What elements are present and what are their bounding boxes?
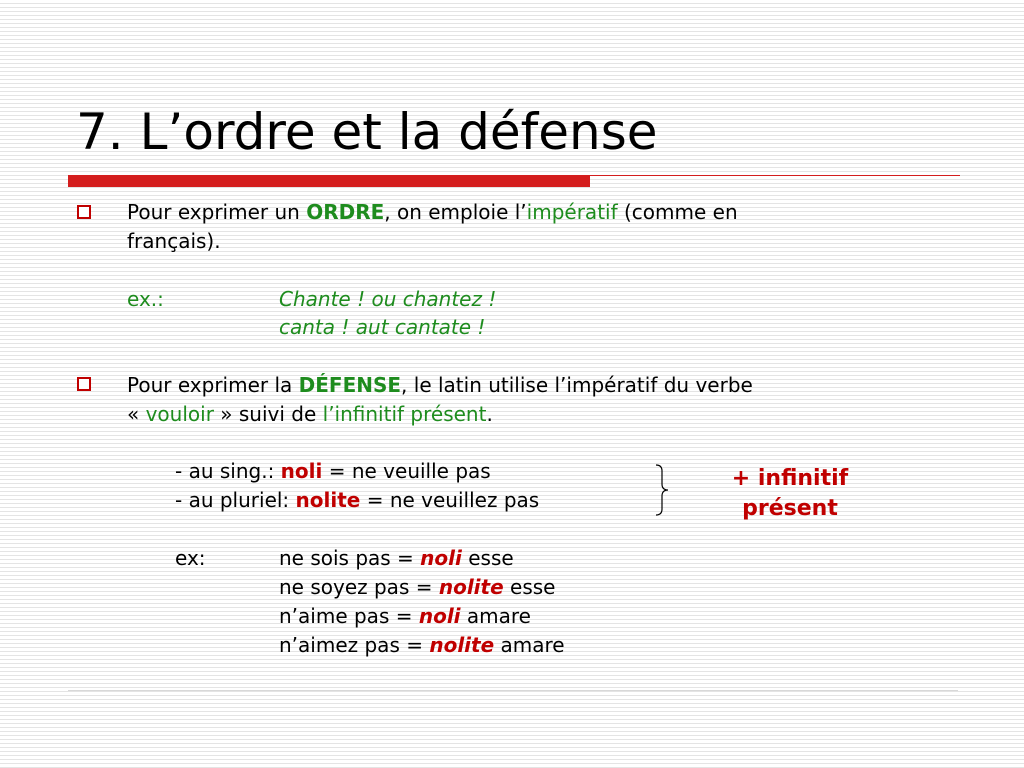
example-infinitive: esse [461, 546, 514, 570]
example-latin: canta ! aut cantate ! [279, 315, 486, 339]
example-label: ex.: [127, 287, 164, 311]
bullet2-text: . [486, 402, 493, 426]
plural-label: - au pluriel: [175, 488, 296, 512]
bullet1-text: (comme en [617, 200, 738, 224]
example-french: ne soyez pas = [279, 575, 439, 599]
keyword-vouloir: vouloir [145, 402, 214, 426]
side-note-line2: présent [742, 496, 838, 521]
title-underline-bar [68, 175, 590, 187]
side-note-line1: + infinitif [731, 466, 849, 491]
bullet1-text: Pour exprimer un [127, 200, 307, 224]
side-note [720, 464, 860, 524]
bullet2-line2 [127, 400, 493, 429]
slide-title: 7. L’ordre et la défense [76, 103, 658, 161]
example-row [279, 573, 555, 602]
title-underline-rule [590, 175, 960, 176]
right-brace-icon [654, 464, 674, 516]
bullet1-line1 [127, 198, 738, 227]
singular-label: - au sing.: [175, 459, 281, 483]
singular-line [175, 457, 491, 486]
keyword-nolite: nolite [429, 633, 495, 657]
keyword-nolite: nolite [438, 575, 504, 599]
example-french: ne sois pas = [279, 546, 421, 570]
bullet2-text: » suivi de [213, 402, 323, 426]
example-infinitive: esse [503, 575, 556, 599]
keyword-infinitif-present: l’infinitif présent [322, 402, 487, 426]
bullet2-line1 [127, 371, 753, 400]
keyword-ordre: ORDRE [306, 200, 385, 224]
example-row [279, 602, 531, 631]
bullet2-text: Pour exprimer la [127, 373, 299, 397]
keyword-noli: noli [420, 546, 462, 570]
example-french: Chante ! ou chantez ! [279, 287, 497, 311]
bullet2-text: , le latin utilise l’impératif du verbe [401, 373, 753, 397]
singular-meaning: = ne veuille pas [322, 459, 491, 483]
example-infinitive: amare [460, 604, 531, 628]
keyword-noli: noli [418, 604, 461, 628]
example-infinitive: amare [494, 633, 565, 657]
example-row [279, 631, 565, 660]
bullet1-text: , on emploie l’ [384, 200, 527, 224]
example-french: n’aimez pas = [279, 633, 430, 657]
keyword-imperatif: impératif [526, 200, 618, 224]
keyword-nolite: nolite [295, 488, 361, 512]
example-french: n’aime pas = [279, 604, 419, 628]
plural-meaning: = ne veuillez pas [360, 488, 540, 512]
bullet-square-icon [77, 205, 91, 219]
bullet-square-icon [77, 377, 91, 391]
plural-line [175, 486, 539, 515]
keyword-noli: noli [280, 459, 323, 483]
bullet2-text: « [127, 402, 146, 426]
example-row [279, 544, 514, 573]
keyword-defense: DÉFENSE [298, 373, 402, 397]
footer-rule [68, 690, 958, 691]
bullet1-line2: français). [127, 229, 221, 253]
examples-label: ex: [175, 546, 206, 570]
